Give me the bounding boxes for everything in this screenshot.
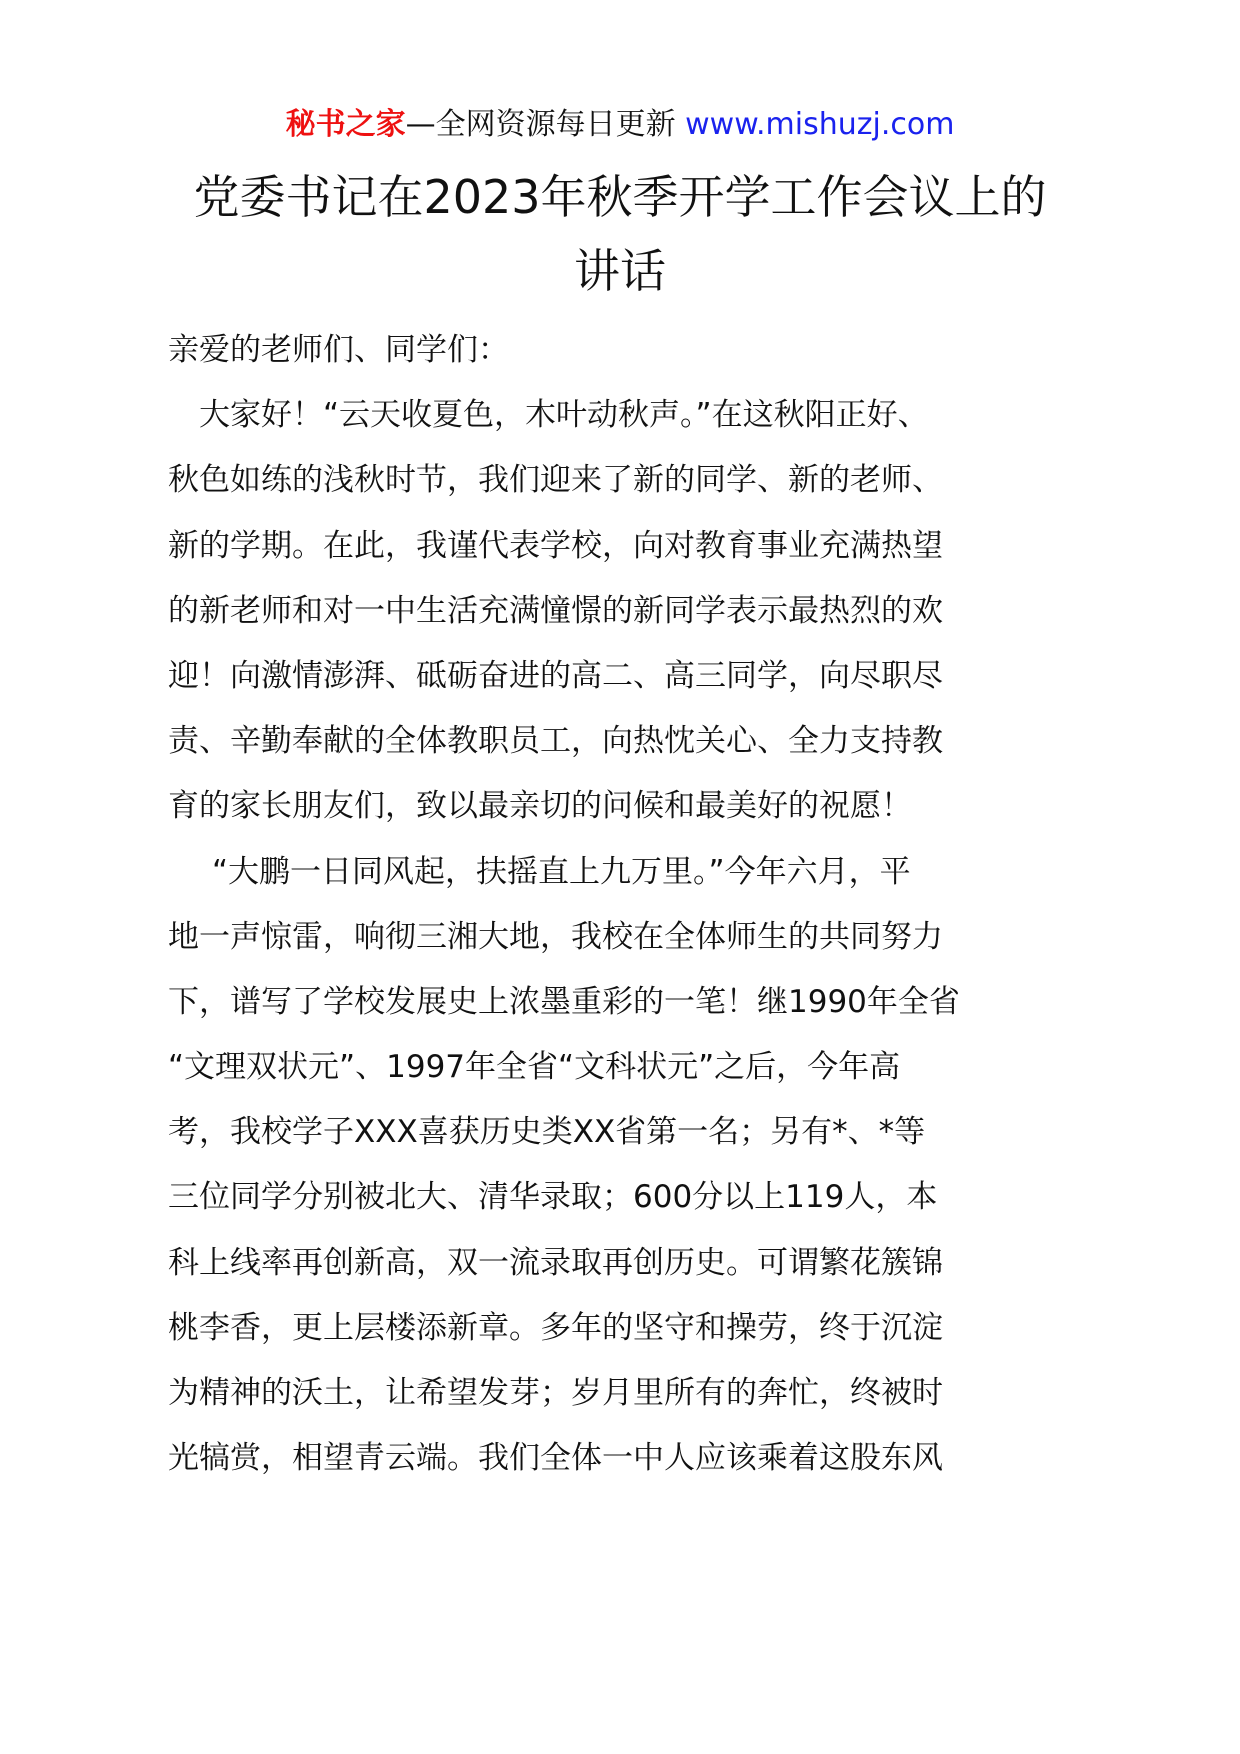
salutation: 亲爱的老师们、同学们： bbox=[168, 332, 509, 368]
text-line: 大家好！“云天收夏色，木叶动秋声。”在这秋阳正好、 bbox=[168, 397, 929, 434]
text-line: 责、辛勤奉献的全体教职员工，向热忱关心、全力支持教 bbox=[168, 723, 943, 760]
text-line: 光犒赏，相望青云端。我们全体一中人应该乘着这股东风 bbox=[168, 1440, 943, 1477]
text-line: 考，我校学子XXX喜获历史类XX省第一名；另有*、*等 bbox=[168, 1114, 926, 1151]
document-title bbox=[170, 160, 1070, 308]
title-line: 党委书记在2023年秋季开学工作会议上的 bbox=[193, 170, 1047, 224]
text-line: 的新老师和对一中生活充满憧憬的新同学表示最热烈的欢 bbox=[168, 592, 943, 629]
text-line: 桃李香，更上层楼添新章。多年的坚守和操劳，终于沉淀 bbox=[168, 1309, 943, 1346]
site-header bbox=[0, 104, 1240, 146]
site-brand: 秘书之家 bbox=[285, 107, 406, 142]
text-line: 为精神的沃土，让希望发芽；岁月里所有的奔忙，终被时 bbox=[168, 1375, 943, 1411]
text-line: 秋色如练的浅秋时节，我们迎来了新的同学、新的老师、 bbox=[168, 462, 943, 499]
text-line: 迎！向激情澎湃、砥砺奋进的高二、高三同学，向尽职尽 bbox=[168, 657, 943, 694]
title-line: 讲话 bbox=[574, 244, 666, 298]
document-body bbox=[168, 318, 1068, 1491]
text-line: 下，谱写了学校发展史上浓墨重彩的一笔！继1990年全省 bbox=[168, 983, 960, 1020]
paragraph-2 bbox=[168, 840, 1068, 1492]
text-line: 三位同学分别被北大、清华录取；600分以上119人，本 bbox=[168, 1179, 938, 1216]
text-line: “大鹏一日同风起，扶摇直上九万里。”今年六月，平 bbox=[212, 853, 911, 890]
site-url[interactable]: www.mishuzj.com bbox=[685, 107, 955, 142]
text-line: 科上线率再创新高，双一流录取再创历史。可谓繁花簇锦 bbox=[168, 1244, 943, 1281]
text-line: “文理双状元”、1997年全省“文科状元”之后，今年高 bbox=[168, 1049, 901, 1086]
paragraph-1 bbox=[168, 383, 1068, 839]
site-slogan: —全网资源每日更新 bbox=[405, 107, 676, 142]
text-line: 地一声惊雷，响彻三湘大地，我校在全体师生的共同努力 bbox=[168, 918, 943, 955]
text-line: 新的学期。在此，我谨代表学校，向对教育事业充满热望 bbox=[168, 527, 943, 564]
text-line: 育的家长朋友们，致以最亲切的问候和最美好的祝愿！ bbox=[168, 788, 912, 825]
